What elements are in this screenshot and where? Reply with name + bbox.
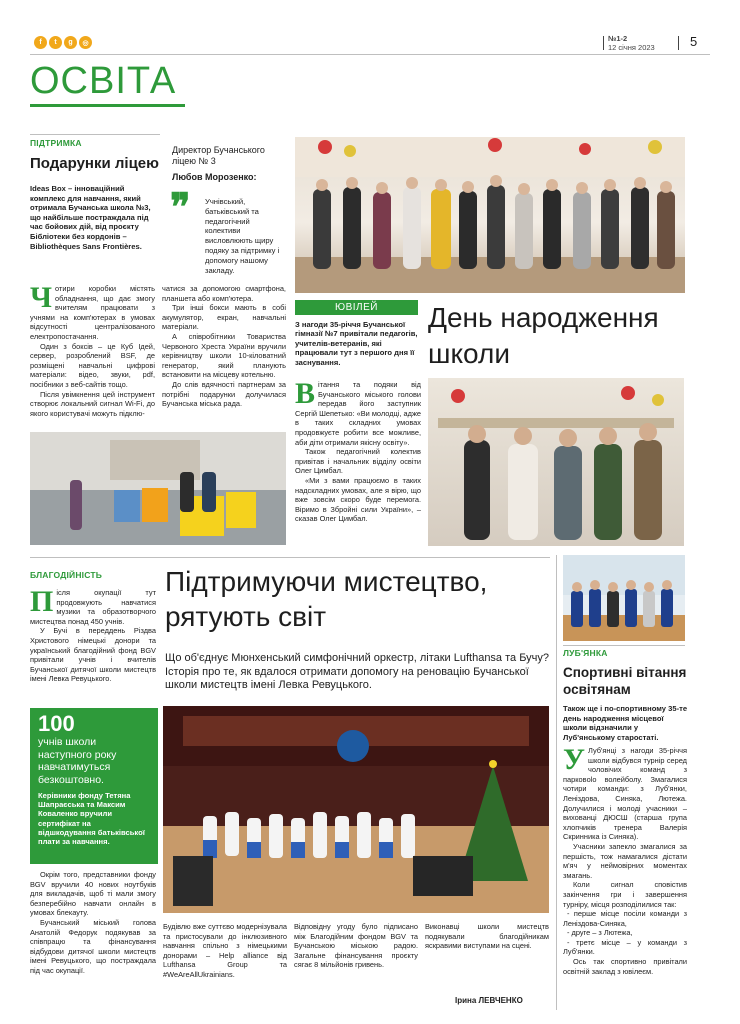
stat-note: Керівники фонду Тетяна Шапраєська та Максим Коваленко вручили сертифікат на відшкодування батьківської плати за навчання.: [38, 791, 145, 847]
list-item: - друге – з Лютежа,: [567, 928, 633, 938]
list-item-text: перше місце посіли команди з Леніздова-Синяка,: [563, 909, 688, 928]
article2-label: ЮВІЛЕЙ: [335, 302, 378, 313]
paragraph: Учасники запекло змагалися за першість, тож намагалися дістати м'яч у неймовірних моментах змагань.: [563, 841, 687, 880]
article3-col1-bottom: [30, 870, 156, 976]
article1-col2: [162, 284, 286, 409]
celebration-photo-illustration: [428, 378, 684, 546]
article1-lead: Ideas Box – інноваційний комплекс для навчання, який отримала Бучанська школа №3, що найбільше постраждала під час бойових дій, від проєкту Бібліотеки без кордонів – Bibliothèques Sans Frontières.: [30, 184, 151, 251]
paragraph: ітання та подяки від Бучанського міського голови передав його заступник Сергій Шепетько: «Ви молодці, адже в таких складних умовах продовжуєте робити все можливе, аби діти отримали якісну освіту».: [295, 380, 421, 447]
paragraph: Ось так спортивно привітали освітній заклад з ювілеєм.: [563, 957, 687, 976]
section-title-underline: [30, 104, 185, 107]
article3-bottom-col1: Будівлю вже суттєво модернізувала та пристосували до інклюзивного навчання спільно з німецькими донорами – Help alliance від Lufthansa Group та #WeAreAllUkrainians.: [163, 922, 287, 979]
article1-title: Подарунки ліцею: [30, 155, 159, 172]
volleyball-photo-illustration: [563, 555, 685, 641]
article2-photo: [428, 378, 684, 546]
paragraph: Один з боксів – це Куб Ідей, сервер, розроблений BSF, де розміщені навчальні цифрові матеріали: відео, звуки, pdf, посібники з веб-сайтів тощо.: [30, 341, 155, 389]
paragraph: До слів вдячності партнерам за потрібні подарунки долучилася Бучанська міська рада.: [162, 379, 286, 409]
paragraph: ісля окупації тут продовжують навчатися музики та образотворчого мистецтва понад 450 учнів.: [30, 588, 156, 626]
paragraph: Три інші бокси мають в собі акумулятор, екран, навчальні матеріали.: [162, 303, 286, 332]
paragraph: чатися за допомогою смартфона, планшета або комп'ютера.: [162, 284, 286, 303]
article3-bottom-col3: Виконавці школи мистецтв подякували благодійникам яскравими виступами на сцені.: [425, 922, 549, 951]
dropcap: Ч: [30, 281, 53, 314]
group-photo-illustration: [295, 137, 685, 293]
list-item: - перше місце посіли команди з Леніздова-Синяка,: [563, 909, 688, 928]
issue-number: №1-2: [608, 34, 628, 43]
concert-photo-illustration: [163, 706, 549, 913]
stat-text: учнів школи наступного року навчатимуться безкоштовно.: [38, 736, 117, 786]
article1-label: ПІДТРИМКА: [30, 138, 82, 148]
googleplus-icon[interactable]: g: [64, 36, 77, 49]
article3-lead: Що об'єднує Мюнхенський симфонічний оркестр, літаки Lufthansa та Бучу? Історія про те, як вдалося отримати допомогу на реновацію Бучанської школи мистецтв імені Левка Ревуцького.: [165, 652, 550, 691]
paragraph: «Ми з вами працюємо в таких надскладних умовах, але я вірю, що вже зовсім скоро буде перемога. Віримо в Збройні сили України», – сказав Олег Цимбал.: [295, 475, 421, 524]
issue-info: [608, 34, 655, 52]
dropcap: П: [30, 585, 54, 618]
article3-bottom-col2: Відповідну угоду було підписано між Благодійним фондом BGV та Бучанською міською радою. Загальне фінансування проєкту сягає 8 мільйонів гривень.: [294, 922, 418, 970]
quote-mark-icon: ❞: [170, 187, 191, 229]
paragraph: У Бучі в переддень Різдва Христового німецькі донори та український благодійний фонд BGV привітали учнів і вчителів Бучанської дитячої школи мистецтв імені Левка Ревуцького.: [30, 626, 156, 684]
paragraph: Луб'янці з нагоди 35-річчя школи відбувся турнір серед чоловічих команд з парковolo волейболу. Змагалися чотири команди: з Луб'янки, Леніздова, Синяка, Лютежа. Долучилися і молоді учасники – вихованці ДЮСШ (старша група хлопчиків тренера Валерія Скринника із Синяка).: [563, 746, 687, 842]
header-divider: [603, 36, 604, 50]
article1-photo-boxes: [30, 432, 286, 545]
issue-date: 12 січня 2023: [608, 43, 655, 52]
article2-label-box: [295, 300, 418, 315]
article4-lead: Також ще і по-спортивному 35-те день народження місцевої школи відзначили у Луб'янському старостаті.: [563, 704, 688, 742]
article4-title: Спортивні вітання освітянам: [563, 665, 687, 697]
stat-number: 100: [38, 711, 75, 736]
article4-label: ЛУБ'ЯНКА: [563, 648, 608, 658]
paragraph: А співробітники Товариства Червоного Хреста України вручили керівництву школи 10-кіловатний генератор, який планують встановити на місцеву котельню.: [162, 331, 286, 380]
article1-quote-text: Учнівський, батьківський та педагогічний колективи висловлюють щиру подяку за підтримку і допомогу нашому закладу.: [205, 197, 280, 275]
article2-lead: З нагоди 35-річчя Бучанської гімназії №7 привітали педагогів, учителів-ветеранів, які працювали тут з першого дня її заснування.: [295, 320, 418, 367]
paragraph: Коли сигнал сповістив закінчення гри і завершення турніру, місця розподілилися так:: [563, 880, 687, 909]
paragraph: Бучанський міський голова Анатолій Федорук подякував за співпрацю та фінансування відбудови дитячої школи мистецтв імені Ревуцького, що постраждала під час окупації.: [30, 917, 156, 975]
header-divider-2: [678, 36, 679, 50]
article1-photo-group: [295, 137, 685, 293]
column-separator: [556, 555, 557, 1010]
paragraph: Також педагогічний колектив привітав і начальник відділу освіти Олег Цимбал.: [295, 447, 421, 476]
article3-top-rule: [30, 557, 550, 558]
page-number: 5: [690, 34, 698, 49]
article3-intro: [30, 585, 156, 684]
article3-photo-concert: [163, 706, 549, 913]
header-rule: [30, 54, 710, 55]
article4-label-rule: [563, 645, 685, 646]
article3-title-line2: рятують світ: [165, 601, 327, 632]
list-item-text: друге – з Лютежа,: [571, 928, 633, 938]
dropcap: У: [563, 743, 586, 776]
instagram-icon[interactable]: ◎: [79, 36, 92, 49]
article2-title: День народження школи: [428, 302, 659, 369]
section-title: ОСВІТА: [30, 60, 177, 102]
article1-quote-author: Любов Морозенко:: [172, 172, 257, 182]
dropcap: В: [295, 377, 316, 410]
paragraph: Окрім того, представники фонду BGV вручили 40 нових ноутбуків для викладачів, щоб ті мали змогу безперебійно навчати онлайн в умовах блекауту.: [30, 870, 156, 918]
facebook-icon[interactable]: f: [34, 36, 47, 49]
article1-col1: [30, 281, 155, 418]
article3-author: Ірина ЛЕВЧЕНКО: [455, 996, 523, 1005]
article4-photo: [563, 555, 685, 641]
ideas-box-illustration: [30, 432, 286, 545]
twitter-icon[interactable]: t: [49, 36, 62, 49]
article2-body: [295, 377, 421, 524]
article3-title-line1: Підтримуючи мистецтво,: [165, 566, 488, 597]
list-item: - третє місце – у команди з Луб'янки.: [563, 937, 688, 957]
paragraph: отири коробки містять обладнання, що дає змогу вчителям працювати з учнями на комп'ютерах в умовах відсутності централізованого електропостачання.: [30, 284, 155, 341]
article1-quote-intro: Директор Бучанського ліцею № 3: [172, 145, 265, 166]
stat-box: [30, 708, 158, 864]
list-item-text: третє місце – у команди з Луб'янки.: [563, 937, 688, 957]
article3-label: БЛАГОДІЙНІСТЬ: [30, 570, 103, 580]
social-icons: [34, 36, 94, 49]
article4-body: [563, 743, 688, 976]
paragraph: Після увімкнення цей інструмент створює локальний сигнал Wi-Fi, до якого користувачі можуть підклю-: [30, 389, 155, 418]
article1-label-rule: [30, 134, 160, 135]
